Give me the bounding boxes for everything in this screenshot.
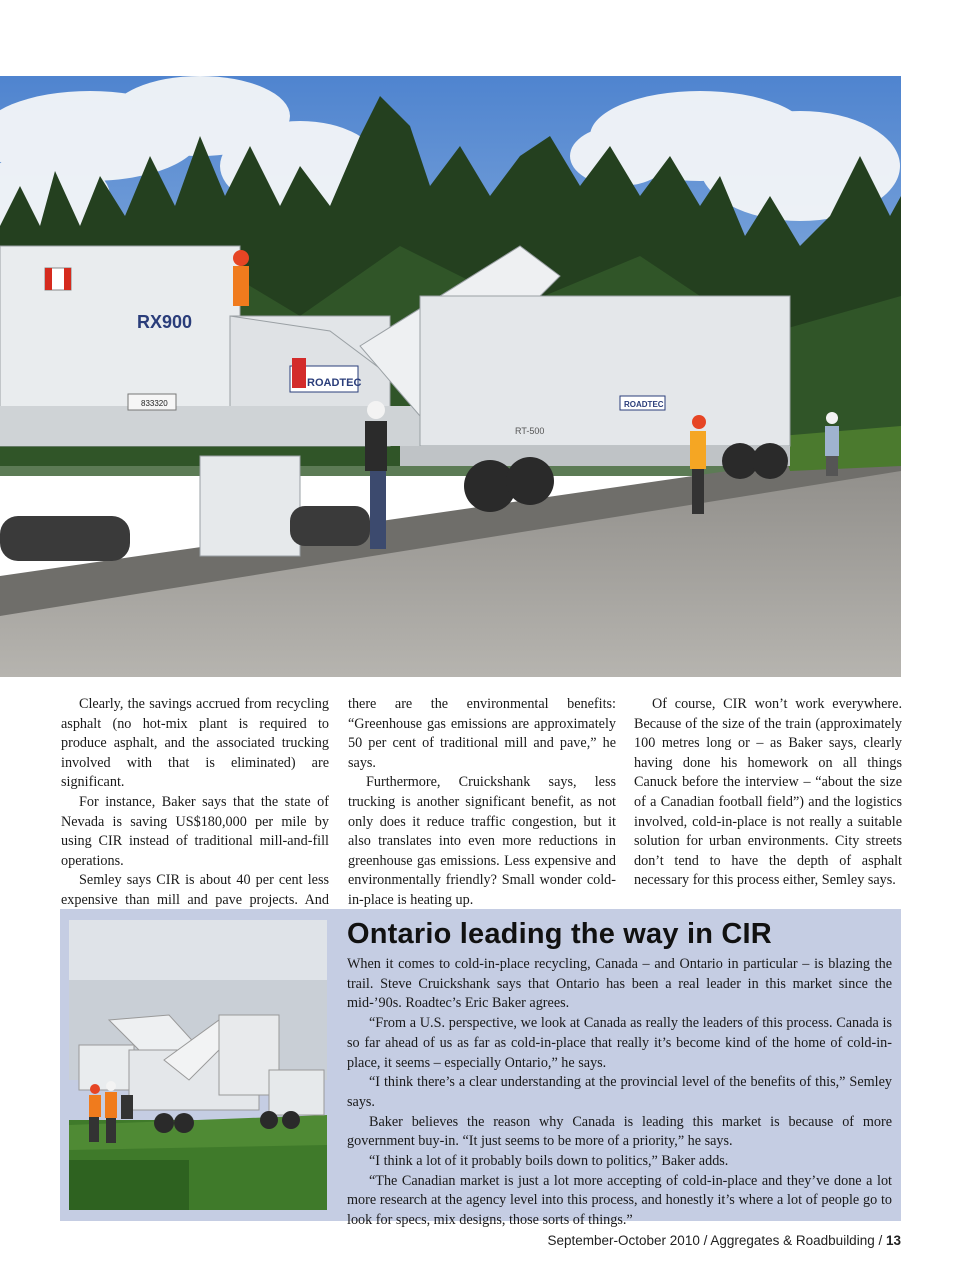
svg-text:ROADTEC: ROADTEC	[307, 377, 362, 389]
sidebar-paragraph: “From a U.S. perspective, we look at Canada as really the leaders of this process. Canada is so far ahead of us as far as cold-in-place that really it’s become kind of the home of cold-in-place, it seems – especially Ontario,” he says.	[347, 1015, 892, 1071]
sidebar-paragraph: “I think there’s a clear understanding at the provincial level of the benefits of this,” Semley says.	[347, 1074, 892, 1110]
article-paragraph: Clearly, the savings accrued from recycling asphalt (no hot-mix plant is required to produce asphalt, and the associated trucking involved with that is eliminated) are significant.	[61, 696, 329, 791]
sidebar-paragraph: “The Canadian market is just a lot more accepting of cold-in-place and they’ve done a lot more research at the agency level into this process, and honestly it’s where a lot of people go to look for specs, mix designs, those sorts of things.”	[347, 1172, 892, 1229]
article-paragraph: For instance, Baker says that the state of Nevada is saving US$180,000 per mile by using CIR instead of traditional mill-and-fill operations.	[61, 793, 329, 869]
sidebar-text	[347, 917, 892, 1231]
roadtec-train-illustration	[0, 76, 901, 677]
sidebar-paragraph: When it comes to cold-in-place recycling, Canada – and Ontario in particular – is blazing the trail. Steve Cruickshank says that Ontario has been a real leader in this market since the mid-’90s. Roadtec’s Eric Baker agrees.	[347, 956, 892, 1012]
sidebar-paragraph: Baker believes the reason why Canada is leading this market is because of more government buy-in. “It just seems to be more of a priority,” he says.	[347, 1113, 892, 1150]
page-number: 13	[885, 1233, 901, 1248]
sidebar-photo	[69, 920, 327, 1210]
article-paragraph: Furthermore, Cruickshank says, less trucking is another significant benefit, as not only does it reduce traffic congestion, but it also translates into even more reductions in greenhouse gas emissions. Less expensive and environmentally friendly? Small wonder cold-in-place is heating up.	[348, 774, 616, 908]
sidebar-box	[60, 909, 901, 1229]
article-paragraph: Of course, CIR won’t work everywhere. Because of the size of the train (approximately 100 metres long or – as Baker says, clearly having done his homework on all things Canuck before the interview – “about the size of a Canadian football field”) and the logistics involved, cold-in-place is not really a suitable solution for urban environments. City streets don’t tend to have the depth of asphalt necessary for this process either, Semley says.	[634, 696, 902, 889]
sidebar-paragraph: “I think a lot of it probably boils down to politics,” Baker adds.	[369, 1153, 729, 1170]
article-paragraph: Semley says CIR is about 40 per cent less expensive than mill and pave projects. And	[61, 872, 329, 908]
article-column-3	[634, 695, 902, 891]
issue-label: September-October 2010 / Aggregates & Roadbuilding /	[547, 1233, 886, 1248]
svg-text:833320: 833320	[141, 399, 168, 408]
svg-text:RX900: RX900	[137, 312, 193, 332]
svg-text:RT-500: RT-500	[515, 426, 545, 436]
cir-train-side-illustration	[69, 920, 327, 1210]
sidebar-title: Ontario leading the way in CIR	[347, 918, 772, 950]
article-column-1	[61, 695, 329, 930]
svg-text:ROADTEC: ROADTEC	[624, 400, 664, 409]
page-footer	[548, 1233, 902, 1248]
article-paragraph: there are the environmental benefits: “Greenhouse gas emissions are approximately 50 per cent of traditional mill and pave,” he says.	[348, 696, 616, 771]
hero-photo	[0, 76, 901, 677]
article-column-2	[348, 695, 616, 911]
